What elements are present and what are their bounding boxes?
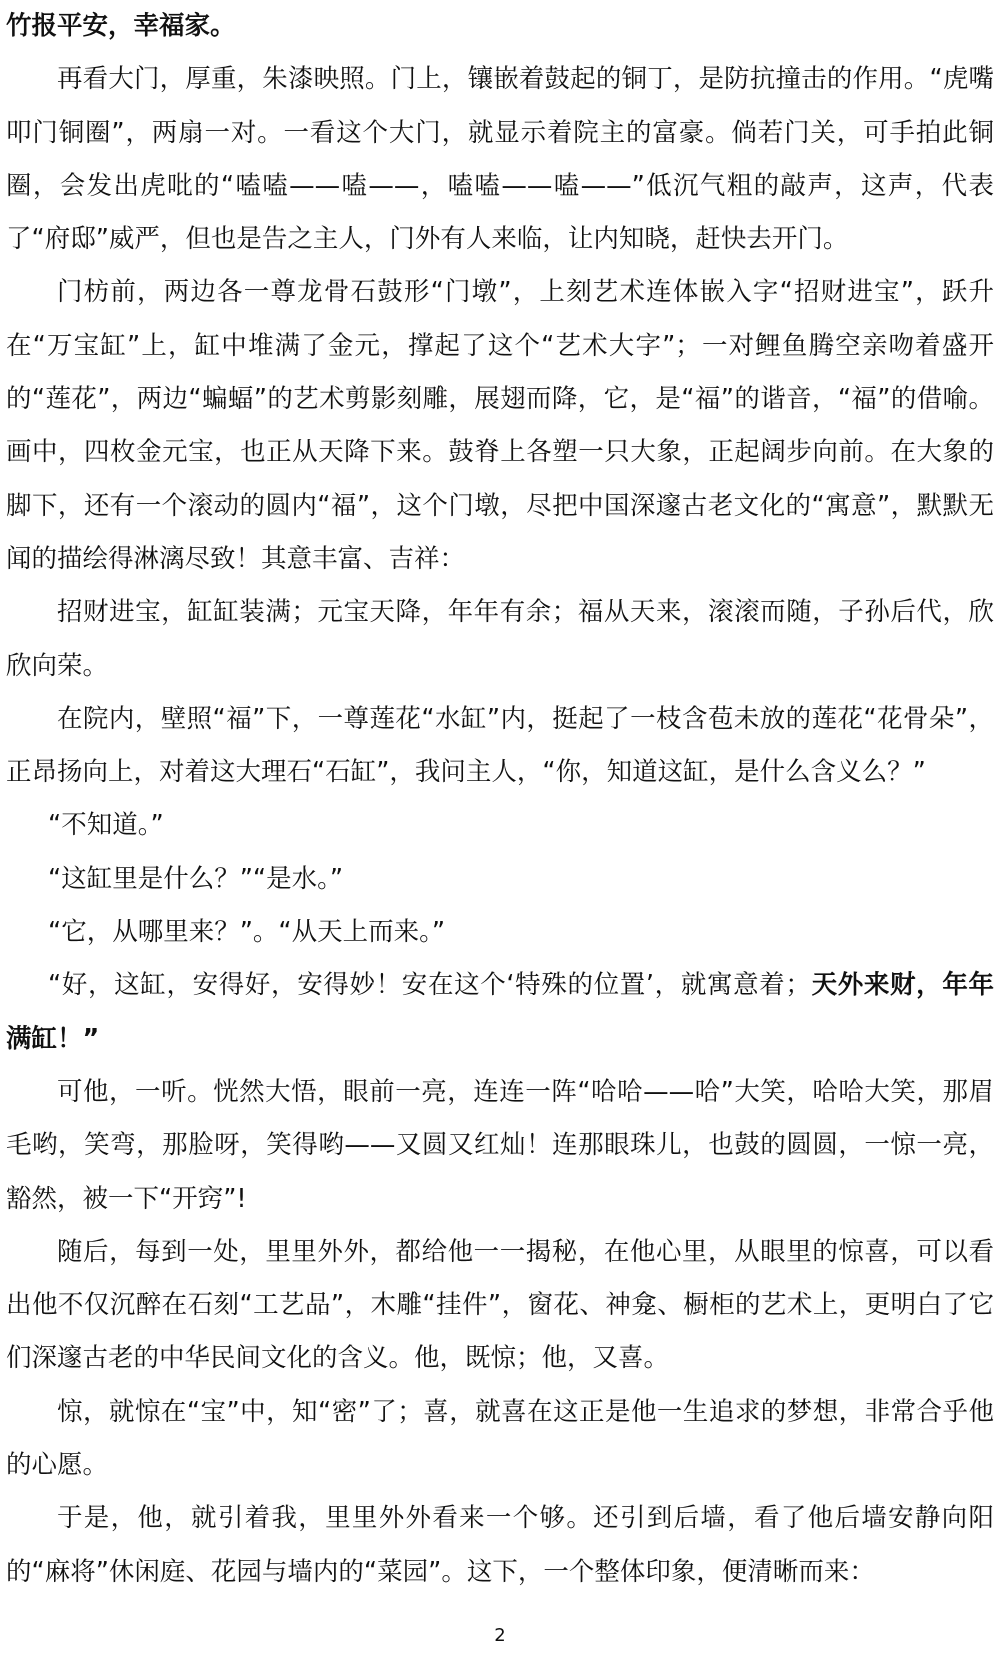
- dialog-line-4: [6, 959, 994, 1066]
- document-page: [6, 0, 994, 1599]
- dialog-line-4-text: “好，这缸，安得好，安得妙！安在这个‘特殊的位置’，就寓意着；: [48, 970, 811, 1001]
- paragraph-door-pier: 门枋前，两边各一尊龙骨石鼓形“门墩”，上刻艺术连体嵌入字“招财进宝”，跃升在“万宝缸”上，缸中堆满了金元，撑起了这个“艺术大字”；一对鲤鱼腾空亲吻着盛开的“莲花”，两边“蝙蝠”的艺术剪影刻雕，展翅而降，它，是“福”的谐音，“福”的借喻。画中，四枚金元宝，也正从天降下来。鼓脊上各塑一只大象，正起阔步向前。在大象的脚下，还有一个滚动的圆内“福”，这个门墩，尽把中国深邃古老文化的“寓意”，默默无闻的描绘得淋漓尽致！其意丰富、吉祥：: [6, 277, 994, 574]
- dialog-line-3: “它，从哪里来？”。“从天上而来。”: [48, 917, 446, 948]
- paragraph-revelations: 随后，每到一处，里里外外，都给他一一揭秘，在他心里，从眼里的惊喜，可以看出他不仅沉醉在石刻“工艺品”，木雕“挂件”，窗花、神龛、橱柜的艺术上，更明白了它们深邃古老的中华民间文化的含义。他，既惊；他，又喜。: [6, 1236, 994, 1374]
- title-line: 竹报平安，幸福家。: [6, 11, 236, 41]
- dialog-line-4-bold: 天外来财，年年满缸！”: [6, 970, 994, 1054]
- paragraph-back-wall: 于是，他，就引着我，里里外外看来一个够。还引到后墙，看了他后墙安静向阳的“麻将”休闲庭、花园与墙内的“菜园”。这下，一个整体印象，便清晰而来：: [6, 1503, 994, 1587]
- paragraph-auspicious-meaning: 招财进宝，缸缸装满；元宝天降，年年有余；福从天来，滚滚而随，子孙后代，欣欣向荣。: [6, 597, 994, 681]
- dialog-line-1: “不知道。”: [48, 810, 164, 841]
- paragraph-surprise-joy: 惊，就惊在“宝”中，知“密”了；喜，就喜在这正是他一生追求的梦想，非常合乎他的心愿。: [6, 1396, 994, 1481]
- page-number: 2: [494, 1625, 506, 1646]
- dialog-line-2: “这缸里是什么？”“是水。”: [48, 863, 344, 894]
- paragraph-courtyard-vat: 在院内，壁照“福”下，一尊莲花“水缸”内，挺起了一枝含苞未放的莲花“花骨朵”，正昂扬向上，对着这大理石“石缸”，我问主人，“你，知道这缸，是什么含义么？”: [6, 703, 994, 788]
- paragraph-laughter: 可他，一听。恍然大悟，眼前一亮，连连一阵“哈哈——哈”大笑，哈哈大笑，那眉毛哟，笑弯，那脸呀，笑得哟——又圆又红灿！连那眼珠儿，也鼓的圆圆，一惊一亮，豁然，被一下“开窍”!: [6, 1076, 994, 1214]
- paragraph-main-gate: 再看大门，厚重，朱漆映照。门上，镶嵌着鼓起的铜丁，是防抗撞击的作用。“虎嘴叩门铜圈”，两扇一对。一看这个大门，就显示着院主的富豪。倘若门关，可手拍此铜圈，会发出虎吡的“嗑嗑——嗑——，嗑嗑——嗑——”低沉气粗的敲声，这声，代表了“府邸”威严，但也是告之主人，门外有人来临，让内知晓，赶快去开门。: [6, 64, 994, 255]
